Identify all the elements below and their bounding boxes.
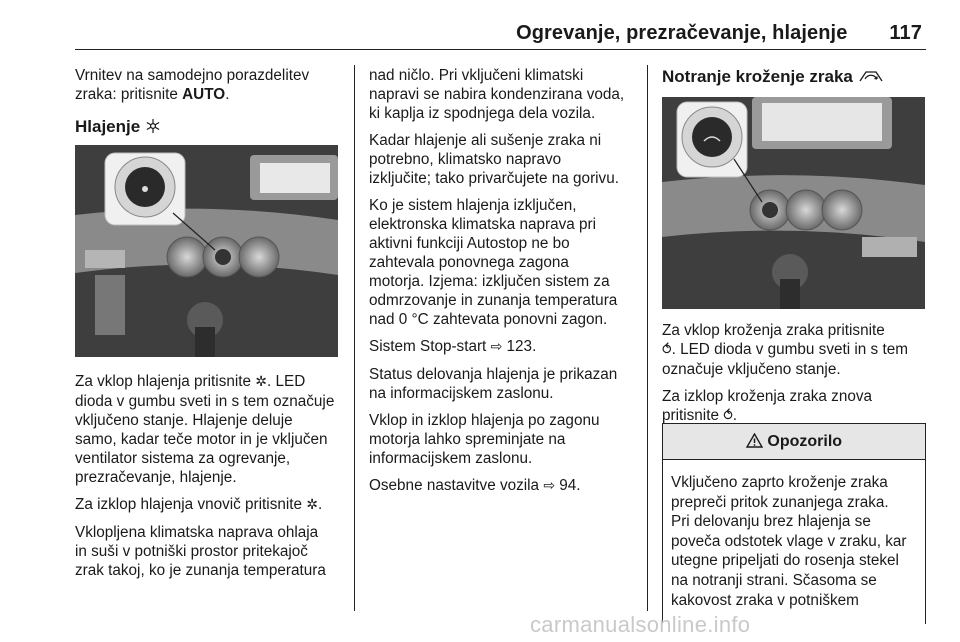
warning-triangle-icon xyxy=(746,433,767,450)
text-line: motorja lahko spreminjate na xyxy=(369,431,566,448)
text-line: . xyxy=(318,496,323,513)
text-line: motorja. Izjema: izključen sistem za xyxy=(369,273,610,290)
text-line: . LED dioda v gumbu sveti in s tem xyxy=(671,341,908,358)
text-line: izključite; tako privarčujete na gorivu. xyxy=(369,170,619,187)
stop-start-reference xyxy=(369,337,641,357)
text-line: informacijskem zaslonu. xyxy=(369,450,533,467)
text-line: poveča odstotek vlage v zraku, kar xyxy=(671,532,907,550)
text-line: nad ničlo. Pri vključeni klimatski xyxy=(369,67,584,84)
text-line: zahtevala ponovnega zagona xyxy=(369,254,569,271)
page-title: Ogrevanje, prezračevanje, hlajenje xyxy=(516,22,848,44)
page-reference-arrow-icon: ⇨ xyxy=(490,339,503,355)
condensation-paragraph xyxy=(369,66,641,123)
recirculation-icon: ⥀ xyxy=(662,342,672,358)
text-line: Za vklop kroženja zraka pritisnite xyxy=(662,322,885,339)
cooling-heading xyxy=(75,116,343,138)
intro-line: zraka: pritisnite xyxy=(75,86,183,103)
column-divider-2 xyxy=(647,65,648,611)
auto-label: AUTO xyxy=(182,86,226,103)
text-line: aktivni funkciji Autostop ne bo xyxy=(369,235,570,252)
text-line: elektronska klimatska naprava pri xyxy=(369,216,597,233)
column-divider-1 xyxy=(354,65,355,611)
recirculation-off-paragraph xyxy=(662,387,926,426)
intro-paragraph xyxy=(75,66,343,104)
text-line: zrak takoj, ko je zunanja temperatura xyxy=(75,562,326,579)
column-3 xyxy=(662,66,926,88)
ac-button-illustration xyxy=(75,145,338,357)
snowflake-icon xyxy=(145,117,161,136)
text-line: in suši v potniški prostor pritekajoč xyxy=(75,543,308,560)
fuel-saving-paragraph xyxy=(369,131,641,188)
page-ref: 123. xyxy=(506,338,537,355)
intro-line: Vrnitev na samodejno porazdelitev xyxy=(75,67,310,84)
column-3-lower xyxy=(662,321,926,434)
column-1-lower xyxy=(75,372,343,588)
text-line: na notranji strani. Sčasoma se xyxy=(671,571,877,589)
cooling-off-paragraph xyxy=(75,495,343,515)
intro-line: . xyxy=(225,86,230,103)
recirculation-icon: ⥀ xyxy=(723,408,733,424)
text-line: Za izklop hlajenja vnovič pritisnite xyxy=(75,496,307,513)
text-line: odmrzovanje in zunanja temperatura xyxy=(369,292,618,309)
header-rule xyxy=(75,49,926,50)
text-line: pritisnite xyxy=(662,407,724,424)
snowflake-icon: ✲ xyxy=(306,497,318,513)
text-line: na informacijskem zaslonu. xyxy=(369,385,554,402)
warning-title: Opozorilo xyxy=(767,433,843,450)
warning-body xyxy=(663,460,925,610)
text-line: Za vklop hlajenja pritisnite xyxy=(75,373,256,390)
text-line: . xyxy=(732,407,738,424)
watermark: carmanualsonline.info xyxy=(530,612,751,637)
text-line: Ko je sistem hlajenja izključen, xyxy=(369,197,577,214)
autostop-paragraph xyxy=(369,196,641,329)
text-line: Za izklop kroženja zraka znova xyxy=(662,388,873,405)
text-line: nad 0 °C zahtevata ponovni zagon. xyxy=(369,311,608,328)
text-line: Osebne nastavitve vozila xyxy=(369,477,544,494)
text-line: napravi se nabira kondenzirana voda, xyxy=(369,86,625,103)
warning-box xyxy=(662,423,926,624)
text-line: Kadar hlajenje ali sušenje zraka ni xyxy=(369,132,602,149)
page-header xyxy=(0,22,922,45)
text-line: Vključeno zaprto kroženje zraka xyxy=(671,474,888,491)
text-line: vključeno stanje. Hlajenje deluje xyxy=(75,412,293,429)
text-line: utegne pripeljati do rosenja stekel xyxy=(671,552,899,570)
recirculation-on-paragraph xyxy=(662,321,926,379)
text-line: prezračevanje, hlajenje. xyxy=(75,469,237,486)
text-line: potrebno, klimatsko napravo xyxy=(369,151,562,168)
cooling-on-paragraph xyxy=(75,372,343,487)
text-line: dioda v gumbu sveti in s tem označuje xyxy=(75,393,335,410)
text-line: Sistem Stop-start xyxy=(369,338,491,355)
text-line: samo, kadar teče motor in je vključen xyxy=(75,431,328,448)
settings-paragraph xyxy=(369,411,641,468)
text-line: Pri delovanju brez hlajenja se xyxy=(671,513,871,531)
status-paragraph xyxy=(369,365,641,403)
recirculation-heading-text: Notranje kroženje zraka xyxy=(662,67,853,86)
column-2 xyxy=(369,66,641,504)
ac-paragraph xyxy=(75,523,343,580)
page-number: 117 xyxy=(889,22,922,44)
warning-header xyxy=(663,424,925,460)
page-reference-arrow-icon: ⇨ xyxy=(543,478,556,494)
text-line: označuje vključeno stanje. xyxy=(662,361,841,378)
snowflake-icon: ✲ xyxy=(255,374,267,390)
recirculation-icon xyxy=(858,67,884,86)
cooling-heading-text: Hlajenje xyxy=(75,117,141,136)
vehicle-settings-reference xyxy=(369,476,641,496)
text-line: Vklop in izklop hlajenja po zagonu xyxy=(369,412,600,429)
text-line: ki kaplja iz spodnjega dela vozila. xyxy=(369,105,596,122)
recirculation-button-illustration xyxy=(662,97,925,309)
recirculation-heading xyxy=(662,66,926,88)
text-line: prepreči pritok zunanjega zraka. xyxy=(671,493,889,511)
page-ref: 94. xyxy=(559,477,581,494)
text-line: Vklopljena klimatska naprava ohlaja xyxy=(75,524,319,541)
text-line: . LED xyxy=(267,373,306,390)
text-line: ventilator sistema za ogrevanje, xyxy=(75,450,291,467)
text-line: Status delovanja hlajenja je prikazan xyxy=(369,366,618,383)
text-line: kakovost zraka v potniškem xyxy=(671,591,859,609)
column-1 xyxy=(75,66,343,138)
